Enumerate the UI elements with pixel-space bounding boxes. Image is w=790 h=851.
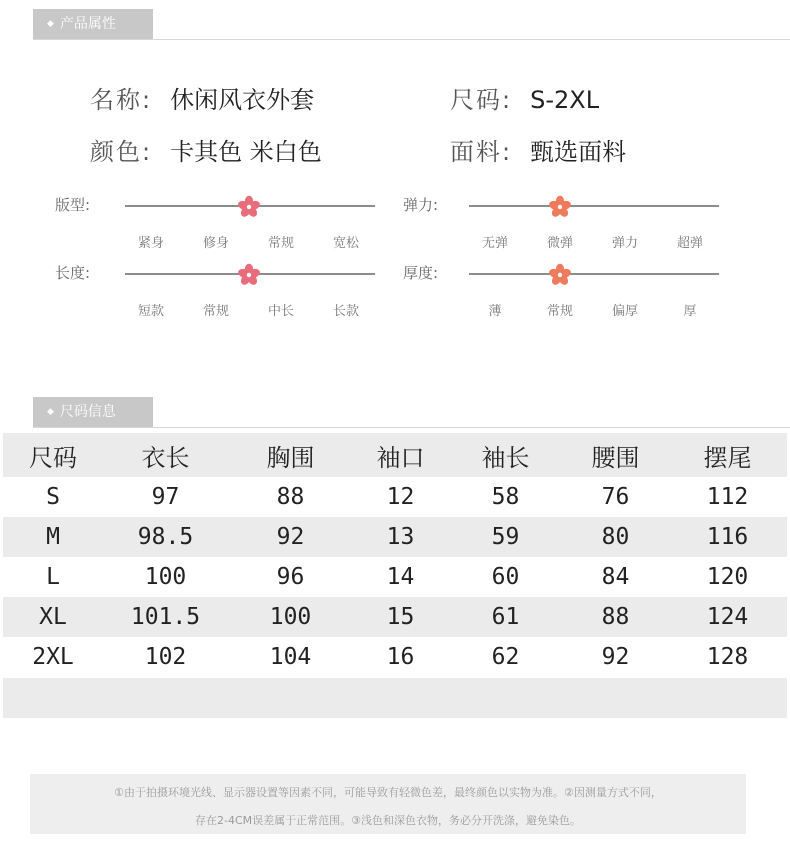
table-row	[3, 597, 787, 637]
flower-marker-icon	[548, 263, 572, 287]
notes-box	[30, 774, 746, 834]
table-cell: 12	[386, 484, 415, 510]
scale-thickness	[403, 262, 733, 322]
table-header-cell: 摆尾	[703, 443, 752, 472]
table-cell: 14	[386, 564, 415, 590]
scale-label: 长度:	[55, 264, 91, 282]
section-tag-label: 产品属性	[59, 16, 116, 32]
attr-size-value: S-2XL	[530, 86, 600, 114]
scale-option: 紧身	[137, 236, 164, 251]
table-cell: 61	[491, 604, 520, 630]
scale-option: 薄	[488, 304, 502, 319]
table-header-cell: 袖长	[481, 443, 530, 472]
table-row	[3, 637, 787, 677]
scale-option: 微弹	[546, 236, 573, 251]
table-cell: 96	[276, 564, 305, 590]
scale-ticks	[125, 232, 375, 252]
flower-marker-icon	[237, 195, 261, 219]
scale-option: 常规	[202, 304, 229, 319]
notes-line: ①由于拍摄环境光线、显示器设置等因素不同，可能导致有轻微色差，最终颜色以实物为准。②因测量方式不同，	[114, 786, 662, 799]
section-tag-attributes	[33, 9, 153, 39]
table-cell: 124	[706, 604, 749, 630]
table-cell: 92	[601, 644, 630, 670]
table-cell: 2XL	[32, 644, 74, 670]
table-cell: 80	[601, 524, 630, 550]
table-cell: 84	[601, 564, 630, 590]
scale-option: 长款	[332, 304, 359, 319]
table-cell: 76	[601, 484, 630, 510]
scale-ticks	[469, 232, 719, 252]
scale-option: 常规	[267, 236, 294, 251]
table-cell: 58	[491, 484, 520, 510]
scale-length	[55, 262, 385, 322]
scale-option: 超弹	[676, 236, 703, 251]
table-header-cell: 胸围	[266, 443, 315, 472]
table-cell: 98.5	[137, 524, 194, 550]
table-cell: 100	[144, 564, 187, 590]
table-cell: 116	[706, 524, 749, 550]
table-cell: 102	[144, 644, 187, 670]
table-cell: 97	[151, 484, 180, 510]
table-cell: M	[46, 524, 60, 550]
diamond-icon: ◆	[47, 407, 54, 417]
table-cell: 59	[491, 524, 520, 550]
table-cell: L	[46, 564, 60, 590]
table-cell: 88	[276, 484, 305, 510]
attr-fabric	[450, 132, 626, 167]
attr-name	[90, 80, 314, 115]
notes-line: 存在2-4CM误差属于正常范围。③浅色和深色衣物，务必分开洗涤，避免染色。	[195, 814, 581, 827]
attr-size-label: 尺码:	[450, 86, 513, 114]
diamond-icon: ◆	[47, 19, 54, 29]
table-cell: 92	[276, 524, 305, 550]
table-cell: 100	[269, 604, 312, 630]
scale-fit	[55, 194, 385, 254]
table-header-cell: 袖口	[376, 443, 425, 472]
section-tag-label: 尺码信息	[59, 404, 116, 420]
scale-label: 版型:	[55, 196, 91, 214]
scale-option: 常规	[546, 304, 573, 319]
scale-elasticity	[403, 194, 733, 254]
attr-color-value: 卡其色 米白色	[170, 138, 322, 166]
scale-option: 偏厚	[611, 304, 638, 319]
scale-option: 无弹	[481, 236, 508, 251]
table-cell: 62	[491, 644, 520, 670]
scale-label: 厚度:	[403, 264, 439, 282]
divider	[33, 39, 790, 40]
table-header-row	[3, 433, 787, 477]
scale-label: 弹力:	[403, 196, 439, 214]
attr-color-label: 颜色:	[90, 138, 153, 166]
scale-option: 弹力	[611, 236, 638, 251]
table-cell: 104	[269, 644, 312, 670]
divider	[33, 427, 790, 428]
attr-fabric-label: 面料:	[450, 138, 513, 166]
table-cell: 15	[386, 604, 415, 630]
table-cell: 60	[491, 564, 520, 590]
attr-color	[90, 132, 322, 167]
scale-option: 厚	[683, 304, 697, 319]
attr-name-label: 名称:	[90, 86, 153, 114]
table-cell: 101.5	[130, 604, 201, 630]
table-row	[3, 517, 787, 557]
scale-ticks	[125, 300, 375, 320]
table-header-cell: 腰围	[591, 443, 640, 472]
scale-track	[469, 273, 719, 275]
table-cell: XL	[39, 604, 67, 630]
table-cell: 16	[386, 644, 415, 670]
attr-size	[450, 80, 599, 115]
attr-name-value: 休闲风衣外套	[170, 86, 315, 114]
scale-ticks	[469, 300, 719, 320]
table-empty-row	[3, 678, 787, 718]
table-cell: 112	[706, 484, 749, 510]
table-cell: 128	[706, 644, 749, 670]
table-cell: 13	[386, 524, 415, 550]
table-cell: 88	[601, 604, 630, 630]
table-row	[3, 557, 787, 597]
scale-option: 中长	[267, 304, 294, 319]
scale-track	[469, 205, 719, 207]
table-cell: S	[46, 484, 60, 510]
scale-option: 宽松	[332, 236, 359, 251]
table-cell: 120	[706, 564, 749, 590]
table-header-cell: 衣长	[141, 443, 190, 472]
section-tag-size-info	[33, 397, 153, 427]
flower-marker-icon	[548, 195, 572, 219]
size-table	[3, 433, 787, 718]
attr-fabric-value: 甄选面料	[530, 138, 627, 166]
table-row	[3, 477, 787, 517]
flower-marker-icon	[237, 263, 261, 287]
scale-option: 修身	[202, 236, 229, 251]
scale-option: 短款	[137, 304, 164, 319]
table-header-cell: 尺码	[29, 443, 77, 472]
